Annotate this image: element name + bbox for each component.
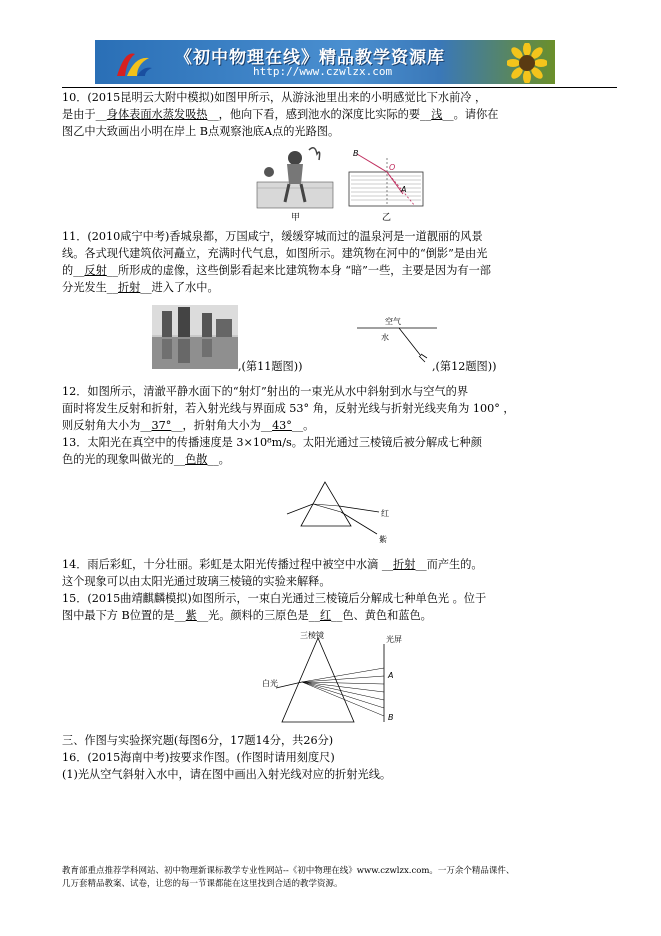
sunflower-icon (507, 43, 547, 83)
footer-line1: 教育部重点推荐学科网站、初中物理新课标教学专业性网站--《初中物理在线》www.czwlzx.com。一万余个精品课件、 (62, 866, 515, 876)
fig13-red-label: 红 (381, 509, 389, 518)
q10-line3: 图乙中大致画出小明在岸上 B点观察池底A点的光路图。 (62, 125, 340, 138)
q11-answer1: 反射 (84, 264, 107, 277)
q14-line1: 14．雨后彩虹，十分壮丽。彩虹是太阳光传播过程中被空中水滴 __折射__而产生的。 (62, 558, 483, 571)
q10-line2: 是由于__身体表面水蒸发吸热__，他向下看，感到池水的深度比实际的要__浅__。请你在 (62, 108, 499, 121)
fig15-white-label: 白光 (262, 679, 278, 688)
q10-answer1: 身体表面水蒸发吸热 (106, 108, 208, 121)
q11-photo (152, 305, 238, 369)
q15-line2: 图中最下方 B位置的是__紫__光。颜料的三原色是__红__色、黄色和蓝色。 (62, 609, 432, 622)
q15-line1: 15．(2015曲靖麒麟模拟)如图所示，一束白光通过三棱镜后分解成七种单色光 。位于 (62, 592, 487, 605)
header-banner (95, 40, 555, 84)
banner-url[interactable]: http://www.czwlzx.com (253, 65, 393, 78)
q10-figure-yi (345, 144, 427, 222)
q10-line1: 10．(2015昆明云大附中模拟)如图甲所示，从游泳池里出来的小明感觉比下水前冷 ， (62, 91, 487, 104)
q14-answer: 折射 (393, 558, 416, 571)
header-divider (62, 87, 617, 88)
q14-line2: 这个现象可以由太阳光通过玻璃三棱镜的实验来解释。 (62, 575, 331, 588)
fig15-A-label: A (388, 671, 394, 680)
q16-line: 16．(2015海南中考)按要求作图。(作图时请用刻度尺) (62, 751, 335, 764)
q13-prism-figure (285, 476, 395, 546)
q13-answer: 色散 (185, 453, 208, 466)
banner-title: 《初中物理在线》精品教学资源库 (175, 48, 445, 68)
q10-figure-jia (255, 144, 335, 222)
fig15-B-label: B (388, 713, 394, 722)
site-logo-icon (115, 48, 153, 78)
q12-figure (355, 312, 440, 372)
fig15-screen-label: 光屏 (386, 635, 402, 644)
q13-line2: 色的光的现象叫做光的__色散__。 (62, 453, 230, 466)
q11-answer2: 折射 (117, 281, 141, 294)
fig-label-O: O (389, 163, 396, 172)
fig12-air-label: 空气 (385, 317, 401, 326)
q11-line3: 的__反射__所形成的虚像，这些倒影看起来比建筑物本身 “暗”一些，主要是因为有一部 (62, 264, 491, 277)
q16-1-line: (1)光从空气斜射入水中，请在图中画出入射光线对应的折射光线。 (62, 768, 392, 781)
q12-answer1: 37° (151, 419, 172, 432)
fig-label-B: B (353, 149, 359, 158)
fig-label-yi: 乙 (382, 213, 392, 222)
q11-line4: 分光发生__折射__进入了水中。 (62, 281, 219, 294)
fig-label-A: A (401, 185, 407, 194)
footer-line2: 几万套精品教案、试卷，让您的每一节课都能在这里找到合适的教学资源。 (62, 879, 343, 889)
q11-line2: 线。各式现代建筑依河矗立，充满时代气息，如图所示。建筑物在河中的“倒影”是由光 (62, 247, 488, 260)
fig-label-jia: 甲 (291, 213, 301, 222)
q13-line1: 13．太阳光在真空中的传播速度是 3×10⁸m/s。太阳光通过三棱镜后被分解成七种颜 (62, 436, 482, 449)
q10-answer2: 浅 (431, 108, 443, 121)
q11-line1: 11．(2010咸宁中考)香城泉都，万国咸宁，缓缓穿城而过的温泉河是一道靓丽的风景 (62, 230, 483, 243)
q15-answer1: 紫 (185, 609, 197, 622)
fig15-prism-label: 三棱镜 (300, 631, 324, 640)
q15-prism-figure (262, 630, 412, 728)
q12-answer2: 43° (272, 419, 292, 432)
fig11-caption: ,(第11题图)) (238, 360, 303, 373)
q12-line1: 12．如图所示，清澈平静水面下的“射灯”射出的一束光从水中斜射到水与空气的界 (62, 385, 469, 398)
fig12-water-label: 水 (381, 333, 389, 342)
fig12-caption: ,(第12题图)) (432, 360, 497, 373)
q15-answer2: 红 (319, 609, 332, 622)
q12-line2: 面时将发生反射和折射，若入射光线与界面成 53° 角，反射光线与折射光线夹角为 100° ， (62, 402, 515, 415)
section3-heading: 三、作图与实验探究题(每图6分，17题14分，共26分) (62, 734, 334, 747)
q12-line3: 则反射角大小为__37°__，折射角大小为__43°__。 (62, 419, 315, 432)
fig13-purple-label: 紫 (379, 535, 387, 544)
